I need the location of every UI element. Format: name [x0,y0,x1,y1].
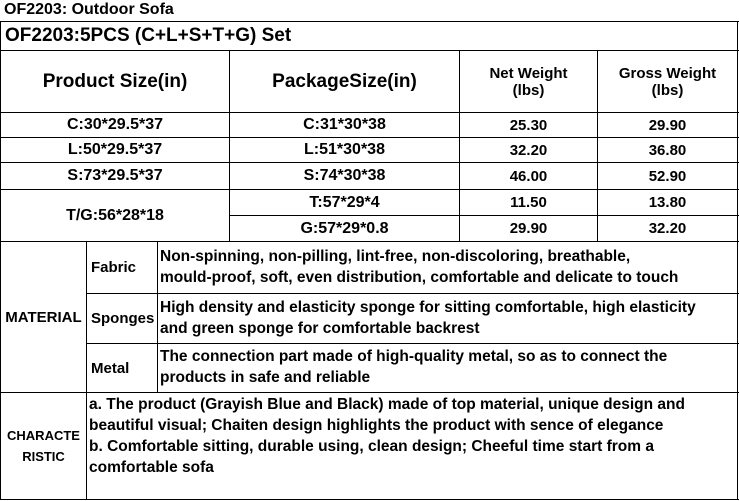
sponges-label: Sponges [91,310,155,327]
row-l-net: 32.20 [509,141,548,159]
metal-label: Metal [91,359,130,377]
metal-line2: products in safe and reliable [160,369,371,386]
table-border-bottom [0,499,739,500]
row-c-net: 25.30 [509,116,548,134]
metal-line1: The connection part made of high-quality metal, so as to connect the [160,348,668,365]
characteristic-label [1,393,86,499]
row-l-package: L:51*30*38 [304,141,385,158]
row-c-package: C:31*30*38 [303,116,386,133]
fabric-line2: mould-proof, soft, even distribution, comfortable and delicate to touch [160,269,679,286]
characteristic-line3: b. Comfortable sitting, durable using, clean design; Cheeful time start from a [89,438,654,455]
header-package-size: PackageSize(in) [272,70,417,92]
table-border-right [737,21,738,500]
header-net-weight-line1: Net Weight [489,64,568,82]
header-net-weight [460,51,597,112]
set-title: OF2203:5PCS (C+L+S+T+G) Set [5,25,292,46]
header-net-weight-line2: (lbs) [512,81,545,99]
row-t-package: T:57*29*4 [309,193,380,211]
header-gross-weight [598,51,737,112]
table-rule [0,392,739,393]
table-rule [86,343,739,344]
sponges-line1: High density and elasticity sponge for sitting comfortable, high elasticity [160,299,696,316]
row-s-product: S:73*29.5*37 [67,167,163,184]
characteristic-description [89,394,685,478]
characteristic-line1: a. The product (Grayish Blue and Black) made of top material, unique design and [89,396,685,413]
characteristic-label-line1: CHARACTE [7,428,80,443]
characteristic-label-line2: RISTIC [22,449,65,464]
characteristic-line4: comfortable sofa [89,459,214,476]
table-rule [86,293,739,294]
row-s-package: S:74*30*38 [303,167,386,184]
sponges-line2: and green sponge for comfortable backrest [160,320,480,337]
metal-description [160,346,667,388]
sponges-description [160,297,696,339]
row-t-net: 11.50 [510,194,547,211]
characteristic-line2: beautiful visual; Chaiten design highlights the product with sence of elegance [89,417,664,434]
row-s-gross: 52.90 [648,167,687,185]
row-g-package: G:57*29*0.8 [300,219,389,237]
row-s-net: 46.00 [509,167,548,185]
row-l-product: L:50*29.5*37 [67,141,163,158]
row-g-gross: 32.20 [648,220,687,237]
fabric-label: Fabric [91,259,137,276]
page-title: OF2203: Outdoor Sofa [4,1,174,18]
fabric-line1: Non-spinning, non-pilling, lint-free, non-discoloring, breathable, [160,248,631,265]
row-t-gross: 13.80 [648,194,687,211]
row-tg-product: T/G:56*28*18 [66,206,164,224]
fabric-description [160,246,678,288]
header-product-size: Product Size(in) [42,70,188,92]
row-c-product: C:30*29.5*37 [66,116,164,133]
header-gross-weight-line2: (lbs) [651,81,684,99]
header-gross-weight-line1: Gross Weight [618,64,717,82]
material-label: MATERIAL [5,308,82,326]
row-g-net: 29.90 [509,220,548,237]
table-col-rule [157,241,158,392]
row-c-gross: 29.90 [648,116,687,134]
row-l-gross: 36.80 [648,141,687,159]
